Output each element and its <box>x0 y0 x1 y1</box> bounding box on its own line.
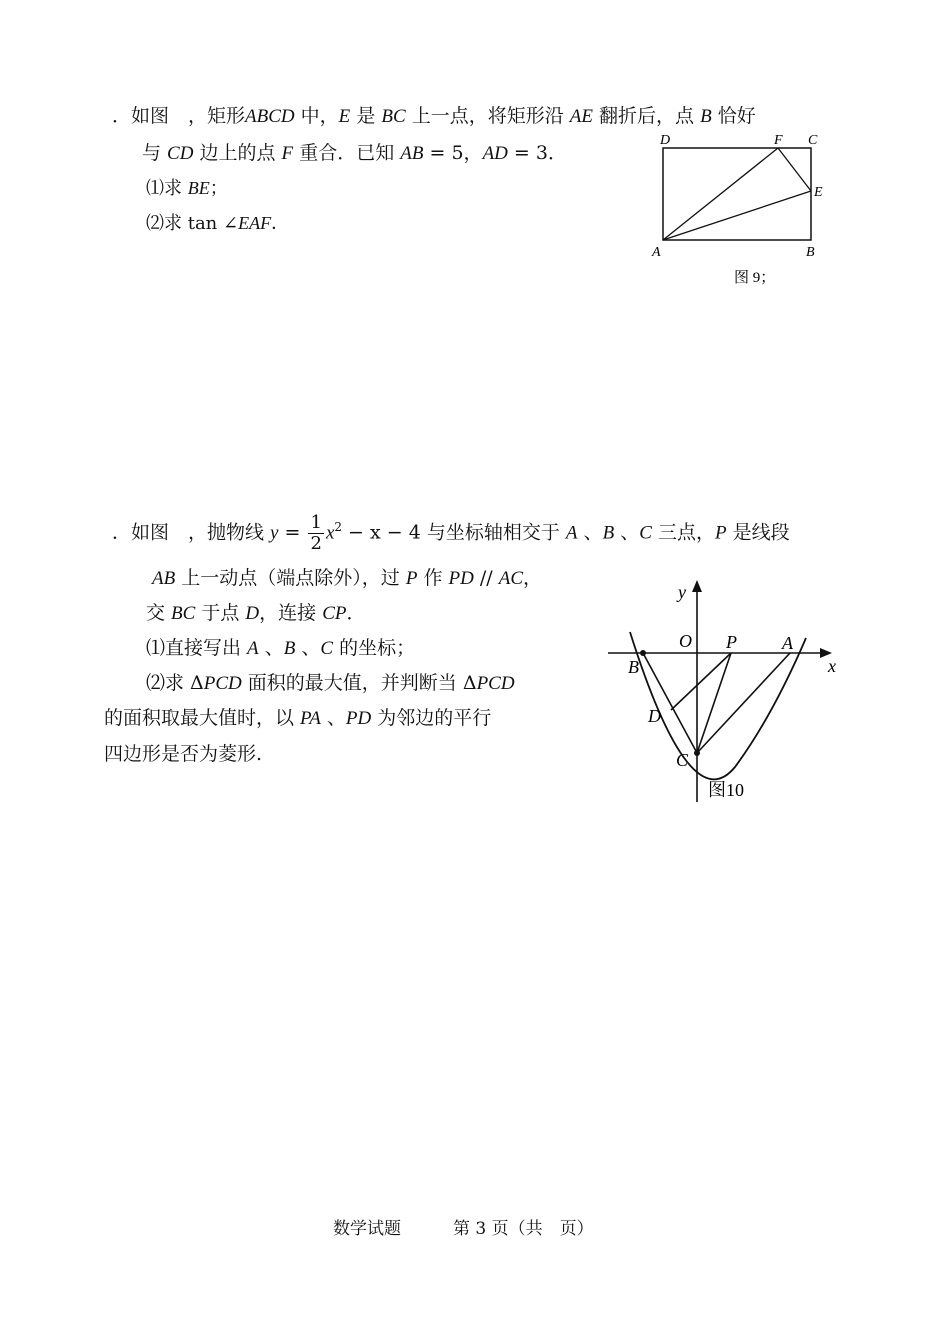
q10-text: = <box>278 521 307 544</box>
label-f: F <box>774 133 783 148</box>
label-b: B <box>806 245 815 260</box>
q10-part2b <box>104 706 491 731</box>
q10-text: 作 <box>417 567 449 589</box>
q9-math: E <box>338 106 351 127</box>
q10-line1 <box>112 505 790 555</box>
q10-part2 <box>146 671 515 696</box>
q10-math: P <box>405 568 418 589</box>
q9-line2 <box>142 141 567 166</box>
q10-text: ． <box>346 602 366 624</box>
q9-part-label: ⑴求 <box>146 178 188 199</box>
q10-part2c: 四边形是否为菱形. <box>104 743 263 765</box>
label-e: E <box>814 185 823 200</box>
q9-text: = 5， <box>423 142 483 164</box>
segment-ae <box>663 191 811 240</box>
q10-math: B <box>602 522 615 544</box>
label-c: C <box>808 133 818 148</box>
q10-text: // <box>473 567 499 589</box>
q9-math: EAF <box>238 213 272 233</box>
q10-math: x <box>325 522 335 544</box>
q9-text: 恰好 <box>711 105 756 127</box>
q10-math: y <box>270 522 279 544</box>
label-d: D <box>660 133 671 148</box>
q10-text: ．如图 ，抛物线 <box>112 521 271 544</box>
q9-part-label: ⑵求 tan ∠ <box>146 213 239 234</box>
figure-9-rectangle-diagram <box>648 128 848 288</box>
page-footer <box>333 1214 602 1239</box>
q9-math: AD <box>482 143 508 164</box>
q10-math: C <box>320 638 334 659</box>
q10-math: B <box>283 638 296 659</box>
label-a: A <box>652 245 661 260</box>
q9-math: AB <box>400 143 424 164</box>
q10-part1 <box>146 636 415 661</box>
label-a: A <box>782 633 793 653</box>
q10-text: 为邻边的平行 <box>371 707 492 729</box>
q10-text: 、 <box>295 637 321 659</box>
q9-math: AE <box>569 106 593 127</box>
fraction-denominator: 2 <box>310 532 322 554</box>
label-x: x <box>828 656 836 676</box>
label-o: O <box>679 631 692 651</box>
q10-text: 是线段 <box>726 521 790 544</box>
point-c-dot <box>694 750 700 756</box>
q10-line3 <box>146 601 366 626</box>
q9-math: CD <box>167 143 194 164</box>
label-d: D <box>648 706 661 726</box>
q10-math: A <box>565 522 578 544</box>
q10-math: PCD <box>203 673 242 694</box>
q10-text: 、 <box>320 707 346 729</box>
q10-part-label: ⑵求 Δ <box>146 672 204 694</box>
q9-text: 上一点，将矩形沿 <box>405 105 570 127</box>
fraction-numerator: 1 <box>310 511 322 533</box>
fraction-one-half <box>308 513 323 554</box>
label-p: P <box>726 632 737 652</box>
q10-math: C <box>639 522 652 544</box>
q10-math: BC <box>171 603 196 624</box>
figure-9-caption: 图 9； <box>734 270 776 286</box>
q10-math: AB <box>152 568 176 589</box>
q9-math: ABCD <box>245 106 295 127</box>
q9-text: 与 <box>142 142 168 164</box>
q10-math: A <box>247 638 259 659</box>
q10-part-label: ⑴直接写出 <box>146 637 248 659</box>
label-c: C <box>676 750 689 770</box>
q10-text: ， <box>523 567 543 589</box>
q10-math: P <box>714 522 727 544</box>
q10-text: 面积的最大值，并判断当 Δ <box>241 672 477 694</box>
q10-math: PD <box>448 568 474 589</box>
q9-text: 重合．已知 <box>293 142 401 164</box>
q10-text: 于点 <box>195 602 246 624</box>
q9-math: B <box>700 106 712 127</box>
q10-text: 三点， <box>651 521 715 544</box>
q10-text: 的面积取最大值时，以 <box>104 707 301 729</box>
q9-part1 <box>146 176 228 201</box>
q10-text: 、 <box>577 521 603 544</box>
q9-text: ．如图 ，矩形 <box>112 105 246 127</box>
q9-text: = 3． <box>507 142 567 164</box>
q9-text: 翻折后，点 <box>592 105 701 127</box>
q10-text: 的坐标； <box>333 637 416 659</box>
figure-10-caption: 图10 <box>708 780 744 800</box>
y-axis-arrow-icon <box>692 580 702 592</box>
q9-math: F <box>281 143 294 164</box>
q10-line2 <box>152 566 542 591</box>
q10-text: 、 <box>614 521 640 544</box>
q9-math: BC <box>381 106 406 127</box>
point-b-dot <box>640 650 646 656</box>
q9-text: ； <box>209 178 228 199</box>
q10-text: 交 <box>146 602 172 624</box>
q10-text: 、 <box>258 637 284 659</box>
q9-text: 边上的点 <box>193 142 282 164</box>
q10-text: ，连接 <box>259 602 323 624</box>
q10-math: PD <box>345 708 372 729</box>
q9-part2 <box>146 211 289 236</box>
segment-ac <box>697 653 790 753</box>
q10-math: PA <box>300 708 321 729</box>
q10-math: CP <box>322 603 347 624</box>
q9-math: BE <box>187 178 210 198</box>
label-y: y <box>678 582 686 602</box>
footer-subject: 数学试题 <box>333 1219 401 1239</box>
q10-exponent: 2 <box>334 520 343 534</box>
q10-math: AC <box>498 568 524 589</box>
q10-text: − x − 4 与坐标轴相交于 <box>342 521 566 544</box>
label-b: B <box>628 657 639 677</box>
segment-fe <box>778 148 811 191</box>
figure-10-parabola-diagram <box>600 572 860 812</box>
q9-text: ． <box>271 213 290 234</box>
q10-text: 上一动点（端点除外），过 <box>175 567 406 589</box>
segment-pc <box>697 653 731 753</box>
q9-text: 是 <box>350 105 382 127</box>
segment-af <box>663 148 778 240</box>
q9-text: 中， <box>294 105 339 127</box>
segment-bc <box>643 653 697 753</box>
footer-page-number: 第 3 页（共 页） <box>453 1219 594 1239</box>
q10-math: D <box>245 603 260 624</box>
q9-line1 <box>112 104 756 129</box>
q10-math: PCD <box>476 673 515 694</box>
